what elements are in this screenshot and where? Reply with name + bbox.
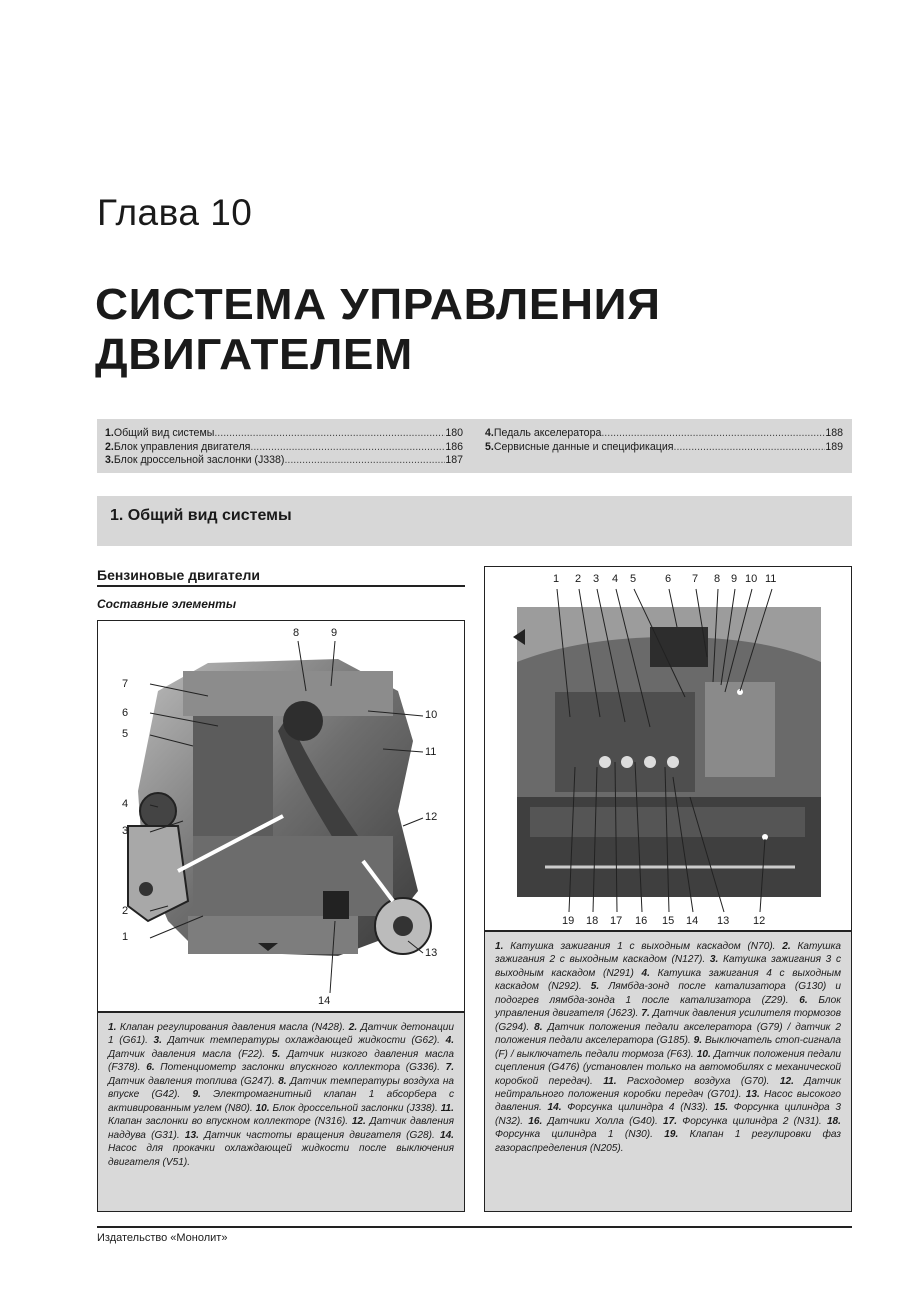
right-figure-caption (484, 931, 852, 1212)
figure-label: 3 (122, 825, 129, 837)
engine-bay-figure (484, 566, 852, 931)
publisher-footer: Издательство «Монолит» (97, 1232, 228, 1244)
caption-item: 13. Насос высокого давления. (495, 1088, 842, 1114)
figure-label: 16 (635, 915, 648, 927)
caption-item: 6. Блок управления двигателя (J623). (495, 994, 841, 1020)
figure-label: 14 (686, 915, 699, 927)
caption-item: 1. Катушка зажигания 1 с выходным каскадом (N70). (495, 941, 783, 952)
toc-entry[interactable] (105, 441, 463, 455)
toc-entry-number: 4. (485, 427, 494, 439)
caption-item: 16. Датчики Холла (G40). (528, 1115, 663, 1127)
figure-label: 6 (665, 573, 672, 585)
subsection-title: Бензиновые двигатели (97, 567, 260, 583)
figure-label: 9 (331, 627, 338, 639)
figure-label: 18 (586, 915, 599, 927)
caption-item: 3. Катушка зажигания 3 с выходным каскадом (N291) (495, 954, 841, 979)
figure-label: 14 (318, 995, 331, 1007)
caption-item: 18. Форсунка цилиндра 1 (N30). (495, 1115, 841, 1141)
table-of-contents (97, 419, 852, 473)
section-title: 1. Общий вид системы (110, 507, 292, 524)
toc-entry[interactable] (105, 427, 463, 441)
figure-label: 6 (122, 707, 129, 719)
figure-label: 13 (717, 915, 730, 927)
engine-illustration (98, 621, 464, 1011)
figure-label: 4 (612, 573, 619, 585)
caption-item: 9. Выключатель стоп-сигнала (F) / выключатель педали тормоза (F63). (495, 1035, 841, 1060)
figure-label: 11 (425, 746, 437, 758)
caption-item: 1. Клапан регулирования давления масла (N428). (108, 1022, 349, 1033)
engine-bay-illustration (485, 567, 851, 930)
figure-label: 1 (553, 573, 560, 585)
figure-label: 15 (662, 915, 675, 927)
toc-entry-page: 189 (825, 440, 843, 453)
caption-item: 15. Форсунка цилиндра 3 (N32). (495, 1102, 841, 1127)
figure-label: 13 (425, 947, 438, 959)
caption-item: 14. Насос для прокачки охлаждающей жидкости после выключения двигателя (V51). (108, 1129, 454, 1168)
toc-entry-page: 187 (445, 454, 463, 466)
caption-item: 2. Катушка зажигания 2 с выходным каскадом (N127). (495, 941, 842, 966)
caption-item: 5. Лямбда-зонд после катализатора (G130) и подогрев лямбда-зонда 1 после катализатора (Z29). (495, 981, 841, 1006)
figure-label: 2 (122, 905, 129, 917)
figure-label: 1 (122, 931, 129, 943)
footer-divider (97, 1226, 852, 1228)
caption-item: 11. Расходомер воздуха (G70). (603, 1075, 780, 1087)
figure-label: 12 (753, 915, 766, 927)
figure-label: 2 (575, 573, 582, 585)
chapter-heading: Глава 10 (97, 192, 253, 233)
caption-item: 12. Датчик давления наддува (G31). (108, 1116, 454, 1141)
toc-entry-page: 180 (445, 427, 463, 439)
toc-entry-text: Блок дроссельной заслонки (J338) (113, 454, 285, 466)
caption-item: 5. Датчик низкого давления масла (F378). (108, 1048, 454, 1074)
figure-label: 12 (425, 811, 438, 823)
figure-label: 3 (593, 573, 600, 585)
caption-item: 8. Датчик положения педали акселератора (G79) / датчик 2 положения педали акселератора (G185). (495, 1021, 841, 1047)
toc-entry-text: Педаль акселератора (493, 427, 602, 439)
subsection-underline (97, 585, 465, 587)
caption-item: 9. Электромагнитный клапан 1 абсорбера с активированным углем (N80). (108, 1089, 455, 1114)
caption-item: 10. Блок дроссельной заслонки (J338). (255, 1102, 441, 1114)
toc-left-column (105, 427, 463, 468)
caption-item: 10. Датчик положения педали сцепления (G476) (установлен только на автомобилях с механической коробкой передач). (495, 1048, 841, 1087)
toc-entry-text: Общий вид системы (113, 427, 215, 439)
figure-label: 10 (425, 709, 438, 721)
toc-entry[interactable] (485, 427, 843, 441)
figure-label: 10 (745, 573, 758, 585)
caption-item: 11. Клапан заслонки во впускном коллекторе (N316). (108, 1102, 454, 1128)
engine-figure (97, 620, 465, 1012)
caption-item: 4. Датчик давления масла (F22). (108, 1035, 454, 1060)
toc-entry-number: 1. (105, 427, 114, 439)
caption-item: 12. Датчик нейтрального положения коробки передач (G701). (495, 1075, 841, 1100)
caption-item: 7. Датчик давления топлива (G247). (108, 1062, 455, 1087)
caption-item: 2. Датчик детонации 1 (G61). (108, 1022, 455, 1047)
toc-entry[interactable] (485, 441, 843, 455)
figure-label: 7 (122, 678, 129, 690)
figure-label: 19 (562, 915, 575, 927)
figure-label: 7 (692, 573, 699, 585)
caption-item: 4. Катушка зажигания 4 с выходным каскадом (N292). (495, 967, 841, 993)
figure-label: 4 (122, 798, 129, 810)
caption-item: 13. Датчик частоты вращения двигателя (G28). (184, 1129, 440, 1141)
toc-entry-number: 3. (105, 454, 114, 466)
caption-item: 17. Форсунка цилиндра 2 (N31). (662, 1115, 827, 1127)
toc-entry-page: 186 (445, 440, 463, 453)
figure-label: 17 (610, 915, 623, 927)
toc-entry-text: Сервисные данные и спецификация (493, 440, 674, 453)
figure-label: 8 (293, 627, 300, 639)
figure-label: 5 (122, 728, 129, 740)
toc-entry-page: 188 (825, 427, 843, 439)
caption-item: 8. Датчик температуры воздуха на впуске (G42). (108, 1075, 454, 1101)
caption-item: 3. Датчик температуры охлаждающей жидкости (G62). (153, 1035, 446, 1047)
subsubsection-title: Составные элементы (97, 597, 237, 611)
caption-item: 19. Клапан 1 регулировки фаз газораспределения (N205). (495, 1129, 841, 1154)
figure-label: 8 (714, 573, 721, 585)
left-figure-caption (97, 1012, 465, 1212)
toc-entry-text: Блок управления двигателя (113, 440, 251, 453)
caption-item: 14. Форсунка цилиндра 4 (N33). (547, 1102, 714, 1114)
chapter-title (95, 280, 661, 380)
figure-label: 5 (630, 573, 637, 585)
caption-item: 7. Датчик давления усилителя тормозов (G294). (495, 1008, 841, 1033)
caption-item: 6. Потенциометр заслонки впускного коллектора (G336). (146, 1062, 446, 1074)
toc-entry[interactable] (105, 454, 463, 468)
toc-entry-number: 5. (485, 440, 494, 453)
toc-entry-number: 2. (105, 440, 114, 453)
chapter-title-line-2: ДВИГАТЕЛЕМ (95, 330, 413, 379)
toc-right-column (485, 427, 843, 454)
figure-label: 9 (731, 573, 738, 585)
chapter-title-line-1: СИСТЕМА УПРАВЛЕНИЯ (95, 280, 661, 329)
figure-label: 11 (765, 573, 777, 585)
